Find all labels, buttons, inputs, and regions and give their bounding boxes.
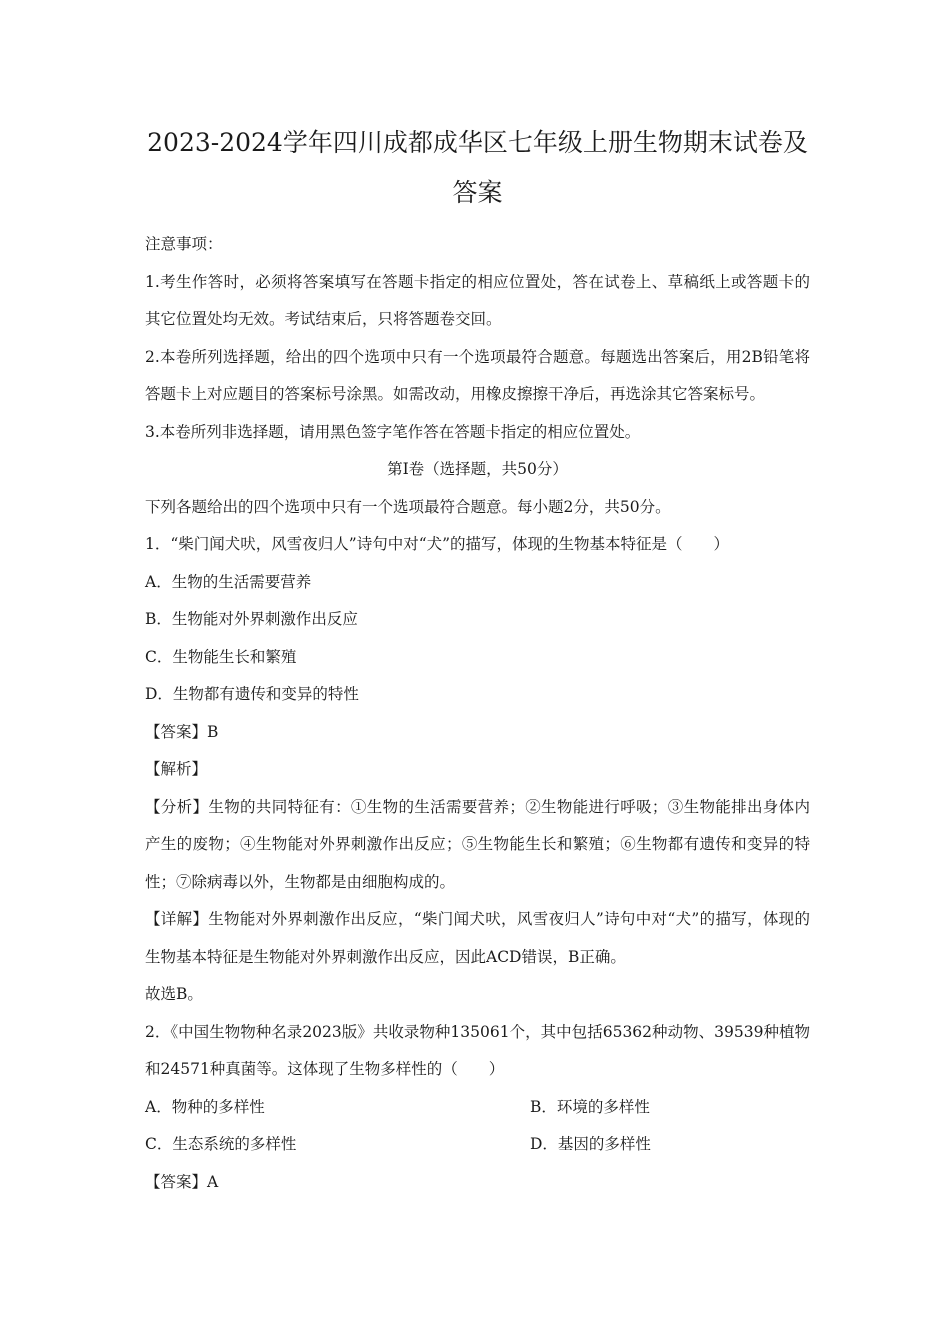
question-1-conclusion: 故选B。 bbox=[145, 985, 203, 1003]
question-2-options-row-1 bbox=[145, 1089, 810, 1127]
question-1-stem: 1．“柴门闻犬吠，风雪夜归人”诗句中对“犬”的描写，体现的生物基本特征是（ ） bbox=[145, 535, 730, 553]
question-1-analysis-label: 【解析】 bbox=[145, 760, 208, 778]
question-2-option-c: C．生态系统的多样性 bbox=[145, 1135, 297, 1153]
question-2-answer: 【答案】A bbox=[145, 1172, 219, 1191]
question-1-fenxi: 【分析】生物的共同特征有：①生物的生活需要营养；②生物能进行呼吸；③生物能排出身体内产生的废物；④生物能对外界刺激作出反应；⑤生物能生长和繁殖；⑥生物都有遗传和变异的特性；⑦除病毒以外，生物都是由细胞构成的。 bbox=[145, 797, 810, 891]
notice-item-2: 2.本卷所列选择题，给出的四个选项中只有一个选项最符合题意。每题选出答案后，用2B铅笔将答题卡上对应题目的答案标号涂黑。如需改动，用橡皮擦擦干净后，再选涂其它答案标号。 bbox=[145, 347, 810, 403]
document-title: 2023-2024学年四川成都成华区七年级上册生物期末试卷及答案 bbox=[147, 128, 808, 207]
section-instruction: 下列各题给出的四个选项中只有一个选项最符合题意。每小题2分，共50分。 bbox=[145, 497, 671, 516]
question-2-option-d: D．基因的多样性 bbox=[530, 1135, 651, 1153]
question-1-option-b: B．生物能对外界刺激作出反应 bbox=[145, 610, 358, 628]
question-1-answer: 【答案】B bbox=[145, 722, 219, 741]
notice-heading: 注意事项： bbox=[145, 235, 223, 253]
question-1-option-a: A．生物的生活需要营养 bbox=[145, 572, 312, 591]
question-2-options-row-2 bbox=[145, 1126, 810, 1164]
notice-item-3: 3.本卷所列非选择题，请用黑色签字笔作答在答题卡指定的相应位置处。 bbox=[145, 422, 641, 441]
question-1-xiangjie: 【详解】生物能对外界刺激作出反应，“柴门闻犬吠，风雪夜归人”诗句中对“犬”的描写，体现的生物基本特征是生物能对外界刺激作出反应，因此ACD错误，B正确。 bbox=[145, 910, 810, 966]
question-1-option-d: D．生物都有遗传和变异的特性 bbox=[145, 685, 359, 703]
notice-item-1: 1.考生作答时，必须将答案填写在答题卡指定的相应位置处，答在试卷上、草稿纸上或答题卡的其它位置处均无效。考试结束后，只将答题卷交回。 bbox=[145, 272, 810, 328]
document-page bbox=[145, 118, 810, 1201]
question-2-option-a: A．物种的多样性 bbox=[145, 1097, 265, 1116]
question-2-stem: 2．《中国生物物种名录2023版》共收录物种135061个，其中包括65362种动物、39539种植物和24571种真菌等。这体现了生物多样性的（ ） bbox=[145, 1022, 810, 1078]
section-heading: 第Ⅰ卷（选择题，共50分） bbox=[387, 460, 568, 478]
question-2-option-b: B．环境的多样性 bbox=[530, 1097, 650, 1116]
question-1-option-c: C．生物能生长和繁殖 bbox=[145, 647, 297, 666]
